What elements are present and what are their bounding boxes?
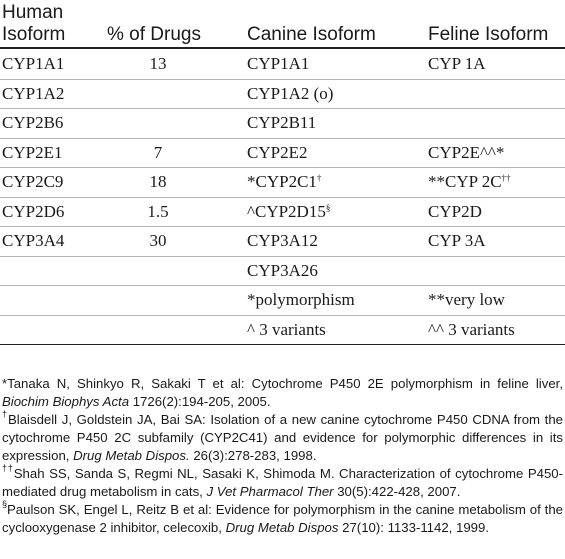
cell-canine: CYP2E2 [247, 142, 308, 162]
header-rule [0, 47, 565, 49]
cell-canine: CYP2B11 [247, 113, 317, 132]
cell-feline: CYP2E^^* [428, 142, 505, 162]
cell-canine: CYP3A12 [247, 231, 318, 250]
cell-pct: 30 [149, 231, 167, 250]
row-divider [0, 197, 565, 198]
cell-feline: **CYP 2C†† [428, 172, 511, 191]
row-divider [0, 167, 565, 168]
reference-mark: †† [501, 173, 511, 183]
header-human-line1: Human [2, 2, 64, 23]
row-divider [0, 315, 565, 316]
cell-feline: CYP 3A [428, 231, 486, 250]
cell-canine: *CYP2C1† [247, 172, 322, 191]
cell-canine: ^CYP2D15§ [247, 201, 331, 221]
cell-pct: 1.5 [147, 201, 169, 221]
cell-canine: CYP1A1 [247, 54, 310, 73]
cell-canine: *polymorphism [247, 290, 355, 309]
row-divider [0, 138, 565, 139]
cell-human: CYP2C9 [2, 172, 64, 191]
reference-mark: § [325, 202, 331, 213]
cell-pct: 18 [149, 172, 167, 191]
footnotes [2, 375, 563, 537]
header-feline-isoform: Feline Isoform [428, 24, 549, 45]
cell-human: CYP3A4 [2, 231, 65, 250]
row-divider [0, 79, 565, 80]
header-human-line2: Isoform [2, 24, 66, 45]
cell-human: CYP2E1 [2, 142, 63, 162]
row-divider [0, 108, 565, 109]
cell-canine: CYP1A2 (o) [247, 83, 334, 103]
cell-pct: 13 [149, 54, 167, 73]
footnote-4: §Paulson SK, Engel L, Reitz B et al: Evidence for polymorphism in the canine metabolism of the cyclooxygenase 2 inhibitor, celecoxib, Drug Metab Dispos 27(10): 1133-1142, 1999. [2, 499, 563, 535]
footnote-3: ††Shah SS, Sanda S, Regmi NL, Sasaki K, Shimoda M. Characterization of cytochrome P450-mediated drug metabolism in cats, J Vet Pharmacol Ther 30(5):422-428, 2007. [2, 463, 564, 499]
reference-mark: † [316, 173, 322, 183]
row-divider [0, 256, 565, 257]
cell-human: CYP1A2 [2, 83, 65, 103]
cell-feline: CYP 1A [428, 54, 486, 73]
cell-human: CYP1A1 [2, 54, 65, 73]
footnote-2: †Blaisdell J, Goldstein JA, Bai SA: Isolation of a new canine cytochrome P450 CDNA from the cytochrome P450 2C subfamily (CYP2C41) and evidence for polymorphic differences in its expression, Drug Metab Dispos. 26(3):278-283, 1998. [2, 409, 563, 463]
header-pct-drugs: % of Drugs [107, 24, 201, 45]
footnote-1: *Tanaka N, Shinkyo R, Sakaki T et al: Cytochrome P450 2E polymorphism in feline liver, Biochim Biophys Acta 1726(2):194-205, 2005. [2, 376, 563, 409]
cell-canine: ^ 3 variants [247, 319, 326, 339]
table-bottom-rule [0, 344, 565, 345]
cell-feline: ^^ 3 variants [428, 319, 515, 339]
cell-human: CYP2B6 [2, 113, 64, 132]
cell-human: CYP2D6 [2, 201, 65, 221]
cell-pct: 7 [153, 142, 163, 162]
row-divider [0, 285, 565, 286]
cell-canine: CYP3A26 [247, 260, 318, 280]
cell-feline: CYP2D [428, 201, 482, 221]
header-canine-isoform: Canine Isoform [247, 24, 376, 45]
row-divider [0, 226, 565, 227]
cell-feline: **very low [428, 290, 505, 309]
